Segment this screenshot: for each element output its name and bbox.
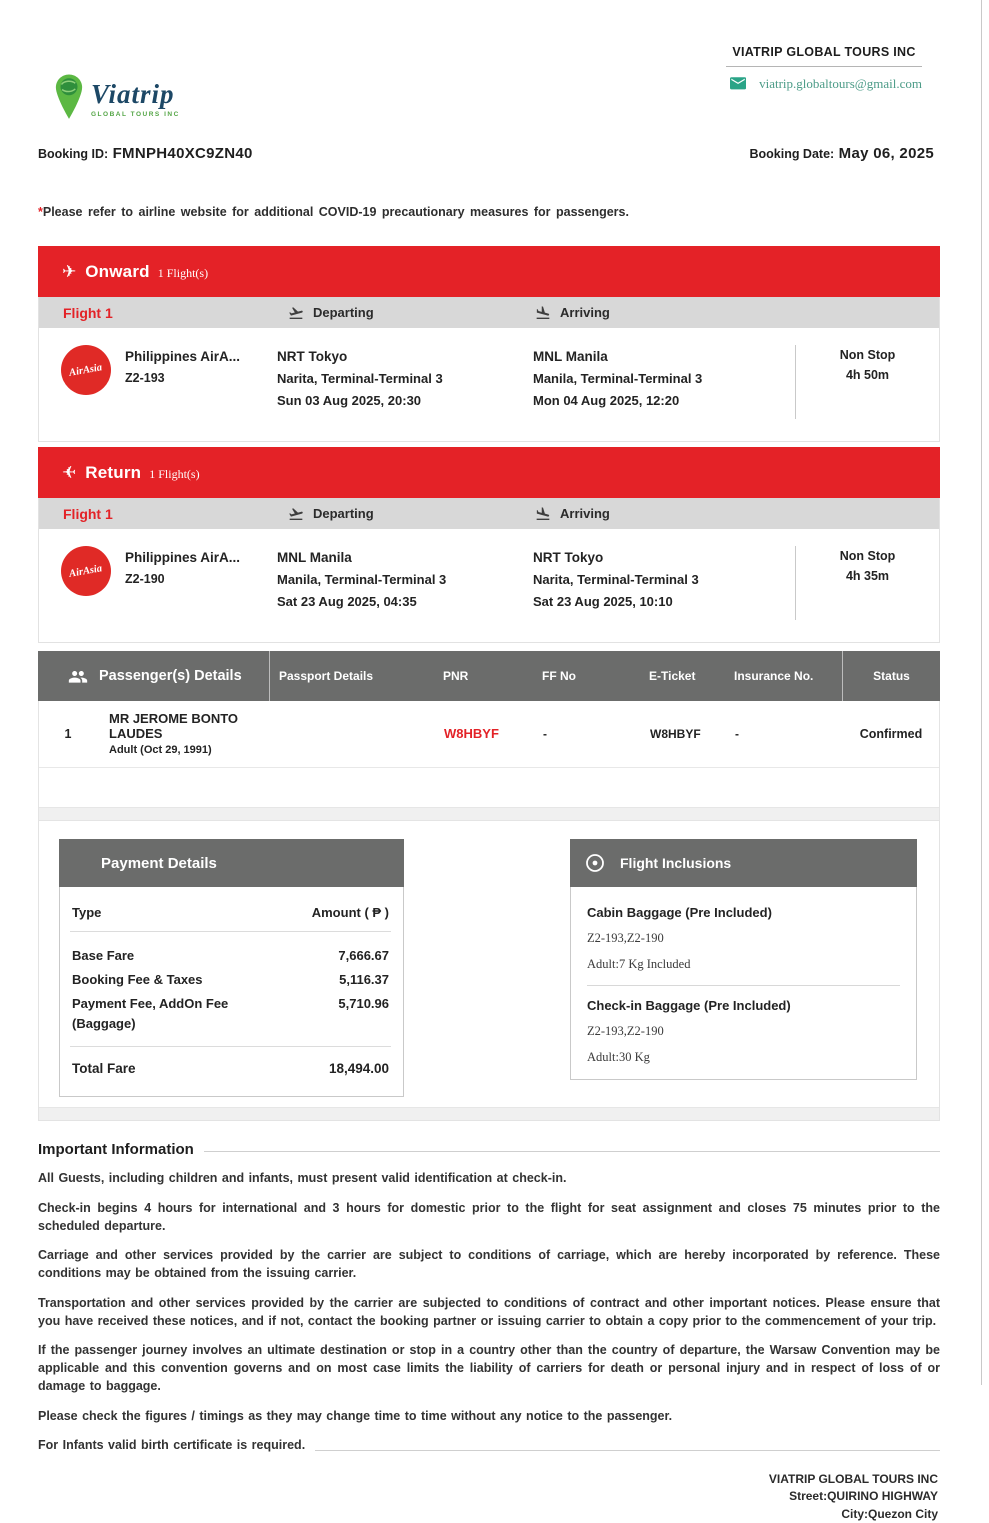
footer-street: Street:QUIRINO HIGHWAY bbox=[789, 1489, 938, 1504]
fare-label-2: (Baggage) bbox=[72, 1016, 136, 1031]
stops-label: Non Stop bbox=[839, 348, 896, 362]
return-title: Return bbox=[85, 462, 142, 482]
passengers-icon bbox=[68, 669, 88, 683]
info-paragraph: Check-in begins 4 hours for international and 3 hours for domestic prior to the flight for seat assignment and closes 75 minutes prior to the scheduled departure. bbox=[38, 1200, 940, 1233]
amount-header: Amount ( ₱ ) bbox=[311, 905, 389, 920]
col-status: Status bbox=[842, 651, 940, 701]
landing-icon bbox=[535, 506, 551, 522]
onward-flight-row bbox=[39, 328, 939, 441]
payment-panel bbox=[59, 839, 404, 1097]
passenger-meta: Adult (Oct 29, 1991) bbox=[109, 744, 212, 756]
passenger-index: 1 bbox=[64, 726, 72, 741]
email-row bbox=[726, 76, 922, 92]
airline-name: Philippines AirA... bbox=[125, 349, 241, 364]
arrival-airport: MNL Manila bbox=[533, 349, 608, 364]
inclusion-allowance: Adult:30 Kg bbox=[587, 1050, 650, 1064]
info-paragraph: All Guests, including children and infants, must present valid identification at check-in. bbox=[38, 1171, 567, 1185]
plane-icon: ✈ bbox=[62, 262, 77, 281]
flight-number: Z2-190 bbox=[125, 572, 165, 586]
onward-title: Onward bbox=[85, 261, 150, 281]
brand-wordmark: Viatrip bbox=[91, 79, 175, 109]
landing-icon bbox=[535, 305, 551, 321]
inclusion-flights: Z2-193,Z2-190 bbox=[587, 1024, 664, 1038]
arriving-label: Arriving bbox=[560, 506, 610, 521]
total-fare-row bbox=[70, 1047, 391, 1086]
return-flight-row bbox=[39, 529, 939, 642]
info-paragraph: Carriage and other services provided by the carrier are subject to conditions of carriage, which are hereby incorporated by reference. These conditions may be obtained from the issuing carrier. bbox=[38, 1248, 940, 1280]
insurance-value: - bbox=[735, 726, 739, 741]
return-section bbox=[38, 447, 940, 643]
company-block bbox=[726, 45, 922, 92]
departure-airport: MNL Manila bbox=[277, 550, 352, 565]
eticket-value: W8HBYF bbox=[650, 726, 701, 741]
arrival-datetime: Mon 04 Aug 2025, 12:20 bbox=[533, 393, 680, 408]
return-header-bar bbox=[38, 447, 940, 498]
onward-section bbox=[38, 246, 940, 442]
airline-logo: AirAsia bbox=[61, 546, 111, 596]
fare-amount: 5,710.96 bbox=[338, 996, 389, 1011]
col-insurance: Insurance No. bbox=[734, 669, 814, 683]
inclusion-heading: Check-in Baggage (Pre Included) bbox=[587, 998, 791, 1013]
fare-label: Payment Fee, AddOn Fee bbox=[72, 996, 229, 1011]
fare-amount: 7,666.67 bbox=[338, 948, 389, 963]
fare-row bbox=[72, 948, 389, 963]
col-pnr: PNR bbox=[443, 669, 469, 683]
onward-flight-count: 1 Flight(s) bbox=[157, 265, 209, 280]
flight-number: Z2-193 bbox=[125, 371, 165, 385]
flight-label: Flight 1 bbox=[63, 304, 113, 321]
header bbox=[38, 0, 940, 121]
takeoff-icon bbox=[288, 506, 304, 522]
footer-city: City:Quezon City bbox=[841, 1506, 938, 1521]
target-icon bbox=[585, 853, 605, 873]
info-paragraph: For Infants valid birth certificate is required. bbox=[38, 1438, 306, 1453]
booking-date-value: May 06, 2025 bbox=[838, 145, 934, 162]
passenger-row bbox=[39, 701, 939, 768]
onward-columns-bar bbox=[39, 297, 939, 328]
duration: 4h 35m bbox=[845, 569, 890, 583]
brand-pin-icon bbox=[54, 73, 84, 121]
arriving-label: Arriving bbox=[560, 305, 610, 320]
plane-return-icon: ✈ bbox=[62, 463, 77, 482]
booking-id-value: FMNPH40XC9ZN40 bbox=[112, 145, 253, 162]
footer bbox=[38, 1471, 940, 1523]
departure-airport: NRT Tokyo bbox=[277, 349, 348, 364]
inclusions-panel bbox=[570, 839, 917, 1097]
arrival-datetime: Sat 23 Aug 2025, 10:10 bbox=[533, 594, 673, 609]
fare-label: Base Fare bbox=[72, 948, 135, 963]
booking-row bbox=[38, 145, 940, 163]
inclusions-title: Flight Inclusions bbox=[620, 855, 732, 871]
col-ff: FF No bbox=[542, 669, 576, 683]
duration: 4h 50m bbox=[845, 368, 890, 382]
passengers-title: Passenger(s) Details bbox=[99, 668, 242, 684]
return-columns-bar bbox=[39, 498, 939, 529]
departure-terminal: Manila, Terminal-Terminal 3 bbox=[277, 572, 447, 587]
info-paragraph: If the passenger journey involves an ultimate destination or stop in a country other than the country of departure, the Warsaw Convention may be applicable and this convention governs and on most case limits the liability of carriers for death or personal injury and in respect of loss of or damage to baggage. bbox=[38, 1343, 940, 1393]
airline-logo: AirAsia bbox=[61, 345, 111, 395]
stops-label: Non Stop bbox=[839, 549, 896, 563]
fare-amount: 5,116.37 bbox=[339, 972, 389, 987]
passengers-header bbox=[38, 651, 940, 701]
footer-company: VIATRIP GLOBAL TOURS INC bbox=[768, 1472, 938, 1486]
col-eticket: E-Ticket bbox=[649, 669, 696, 683]
fare-row bbox=[72, 996, 389, 1031]
departure-datetime: Sat 23 Aug 2025, 04:35 bbox=[277, 594, 417, 609]
viatrip-logo bbox=[54, 73, 180, 121]
inclusion-allowance: Adult:7 Kg Included bbox=[587, 957, 691, 971]
arrival-airport: NRT Tokyo bbox=[533, 550, 604, 565]
takeoff-icon bbox=[288, 305, 304, 321]
total-label: Total Fare bbox=[72, 1061, 136, 1076]
booking-date-label: Booking Date: bbox=[749, 147, 835, 161]
arrival-terminal: Narita, Terminal-Terminal 3 bbox=[533, 572, 699, 587]
flight-label: Flight 1 bbox=[63, 505, 113, 522]
fare-label: Booking Fee & Taxes bbox=[72, 972, 203, 987]
col-passport: Passport Details bbox=[279, 669, 374, 683]
brand-tagline: GLOBAL TOURS INC bbox=[91, 111, 180, 118]
info-paragraph: Transportation and other services provided by the carrier are subjected to conditions of contract and other important notices. Please ensure that you have received these notices, and if not, contact the booking partner or issuing carrier to obtain a copy prior to the commencement of your trip. bbox=[38, 1295, 940, 1328]
departure-datetime: Sun 03 Aug 2025, 20:30 bbox=[277, 393, 422, 408]
departing-label: Departing bbox=[313, 305, 374, 320]
airline-name: Philippines AirA... bbox=[125, 550, 241, 565]
email-icon bbox=[730, 77, 746, 91]
passenger-name: MR JEROME BONTO LAUDES bbox=[109, 711, 239, 741]
booking-id-label: Booking ID: bbox=[38, 147, 109, 161]
arrival-terminal: Manila, Terminal-Terminal 3 bbox=[533, 371, 703, 386]
departing-label: Departing bbox=[313, 506, 374, 521]
covid-notice: *Please refer to airline website for additional COVID-19 precautionary measures for passengers. bbox=[38, 205, 629, 219]
status-value: Confirmed bbox=[859, 726, 923, 741]
departure-terminal: Narita, Terminal-Terminal 3 bbox=[277, 371, 443, 386]
inclusion-flights: Z2-193,Z2-190 bbox=[587, 931, 664, 945]
inclusion-heading: Cabin Baggage (Pre Included) bbox=[587, 905, 772, 920]
passengers-section bbox=[38, 651, 940, 821]
type-header: Type bbox=[72, 905, 102, 920]
email-address[interactable]: viatrip.globaltours@gmail.com bbox=[759, 76, 922, 91]
important-info-title: Important Information bbox=[38, 1141, 194, 1158]
important-information bbox=[38, 1141, 940, 1455]
ff-value: - bbox=[543, 726, 547, 741]
pnr-value: W8HBYF bbox=[444, 726, 499, 741]
onward-header-bar bbox=[38, 246, 940, 297]
fare-row bbox=[72, 972, 389, 987]
info-paragraph: Please check the figures / timings as they may change time to time without any notice to the passenger. bbox=[38, 1408, 673, 1423]
company-name: VIATRIP GLOBAL TOURS INC bbox=[726, 45, 922, 67]
payment-title: Payment Details bbox=[59, 839, 404, 887]
total-amount: 18,494.00 bbox=[328, 1061, 389, 1076]
asterisk: * bbox=[38, 205, 43, 219]
summary-section bbox=[38, 821, 940, 1121]
return-flight-count: 1 Flight(s) bbox=[149, 466, 200, 481]
